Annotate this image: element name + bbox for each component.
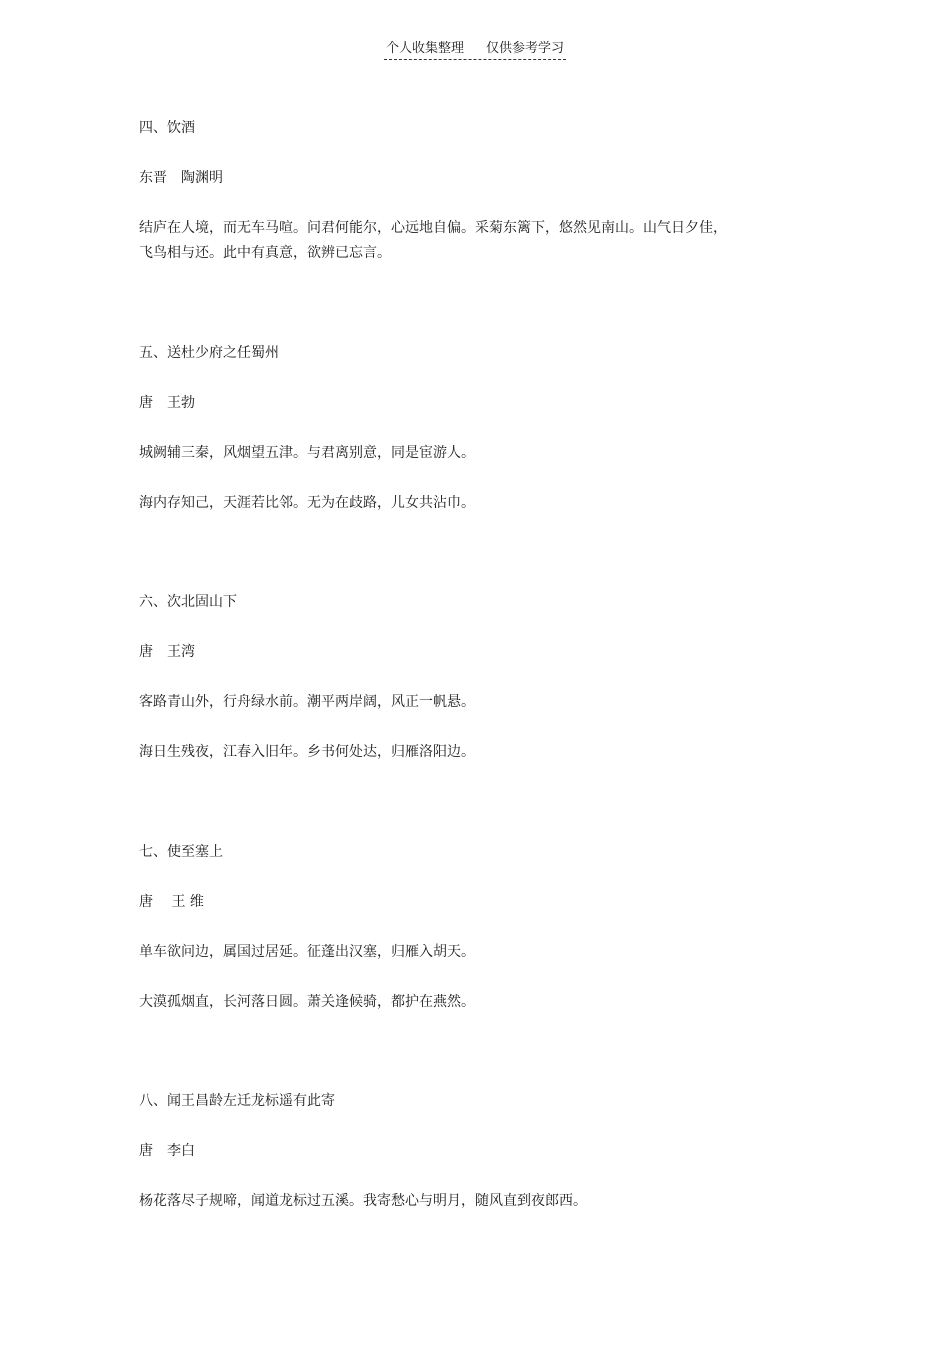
poem-text: 结庐在人境，而无车马喧。问君何能尔，心远地自偏。采菊东篱下，悠然见南山。山气日夕佳，飞鸟相与还。此中有真意，欲辨已忘言。 <box>139 220 727 261</box>
poem-text: 海内存知己，天涯若比邻。无为在歧路，儿女共沾巾。 <box>139 495 475 511</box>
poem-author: 唐 王湾 <box>139 644 195 660</box>
poem-author: 东晋 陶渊明 <box>139 170 223 186</box>
poem-text: 大漠孤烟直，长河落日圆。萧关逢候骑，都护在燕然。 <box>139 994 475 1010</box>
poem-text: 城阙辅三秦，风烟望五津。与君离别意，同是宦游人。 <box>139 445 475 461</box>
poem-text: 客路青山外，行舟绿水前。潮平两岸阔，风正一帆悬。 <box>139 694 475 710</box>
poem-title: 七、使至塞上 <box>139 844 223 860</box>
poem-title: 八、闻王昌龄左迁龙标遥有此寄 <box>139 1093 335 1109</box>
poem-author: 唐 李白 <box>139 1143 195 1159</box>
poem-title: 六、次北固山下 <box>139 594 237 610</box>
poem-text: 海日生残夜，江春入旧年。乡书何处达，归雁洛阳边。 <box>139 744 475 760</box>
poem-text: 杨花落尽子规啼，闻道龙标过五溪。我寄愁心与明月，随风直到夜郎西。 <box>139 1193 587 1209</box>
header-left-text: 个人收集整理 <box>385 41 464 56</box>
poem-title: 四、饮酒 <box>139 120 195 136</box>
poem-title: 五、送杜少府之任蜀州 <box>139 345 279 361</box>
poem-author: 唐 王 维 <box>139 894 204 910</box>
poem-author: 唐 王勃 <box>139 395 195 411</box>
header-text <box>384 40 566 60</box>
page-header <box>0 40 950 60</box>
poem-text: 单车欲问边，属国过居延。征蓬出汉塞，归雁入胡天。 <box>139 944 475 960</box>
header-right-text: 仅供参考学习 <box>486 41 565 56</box>
